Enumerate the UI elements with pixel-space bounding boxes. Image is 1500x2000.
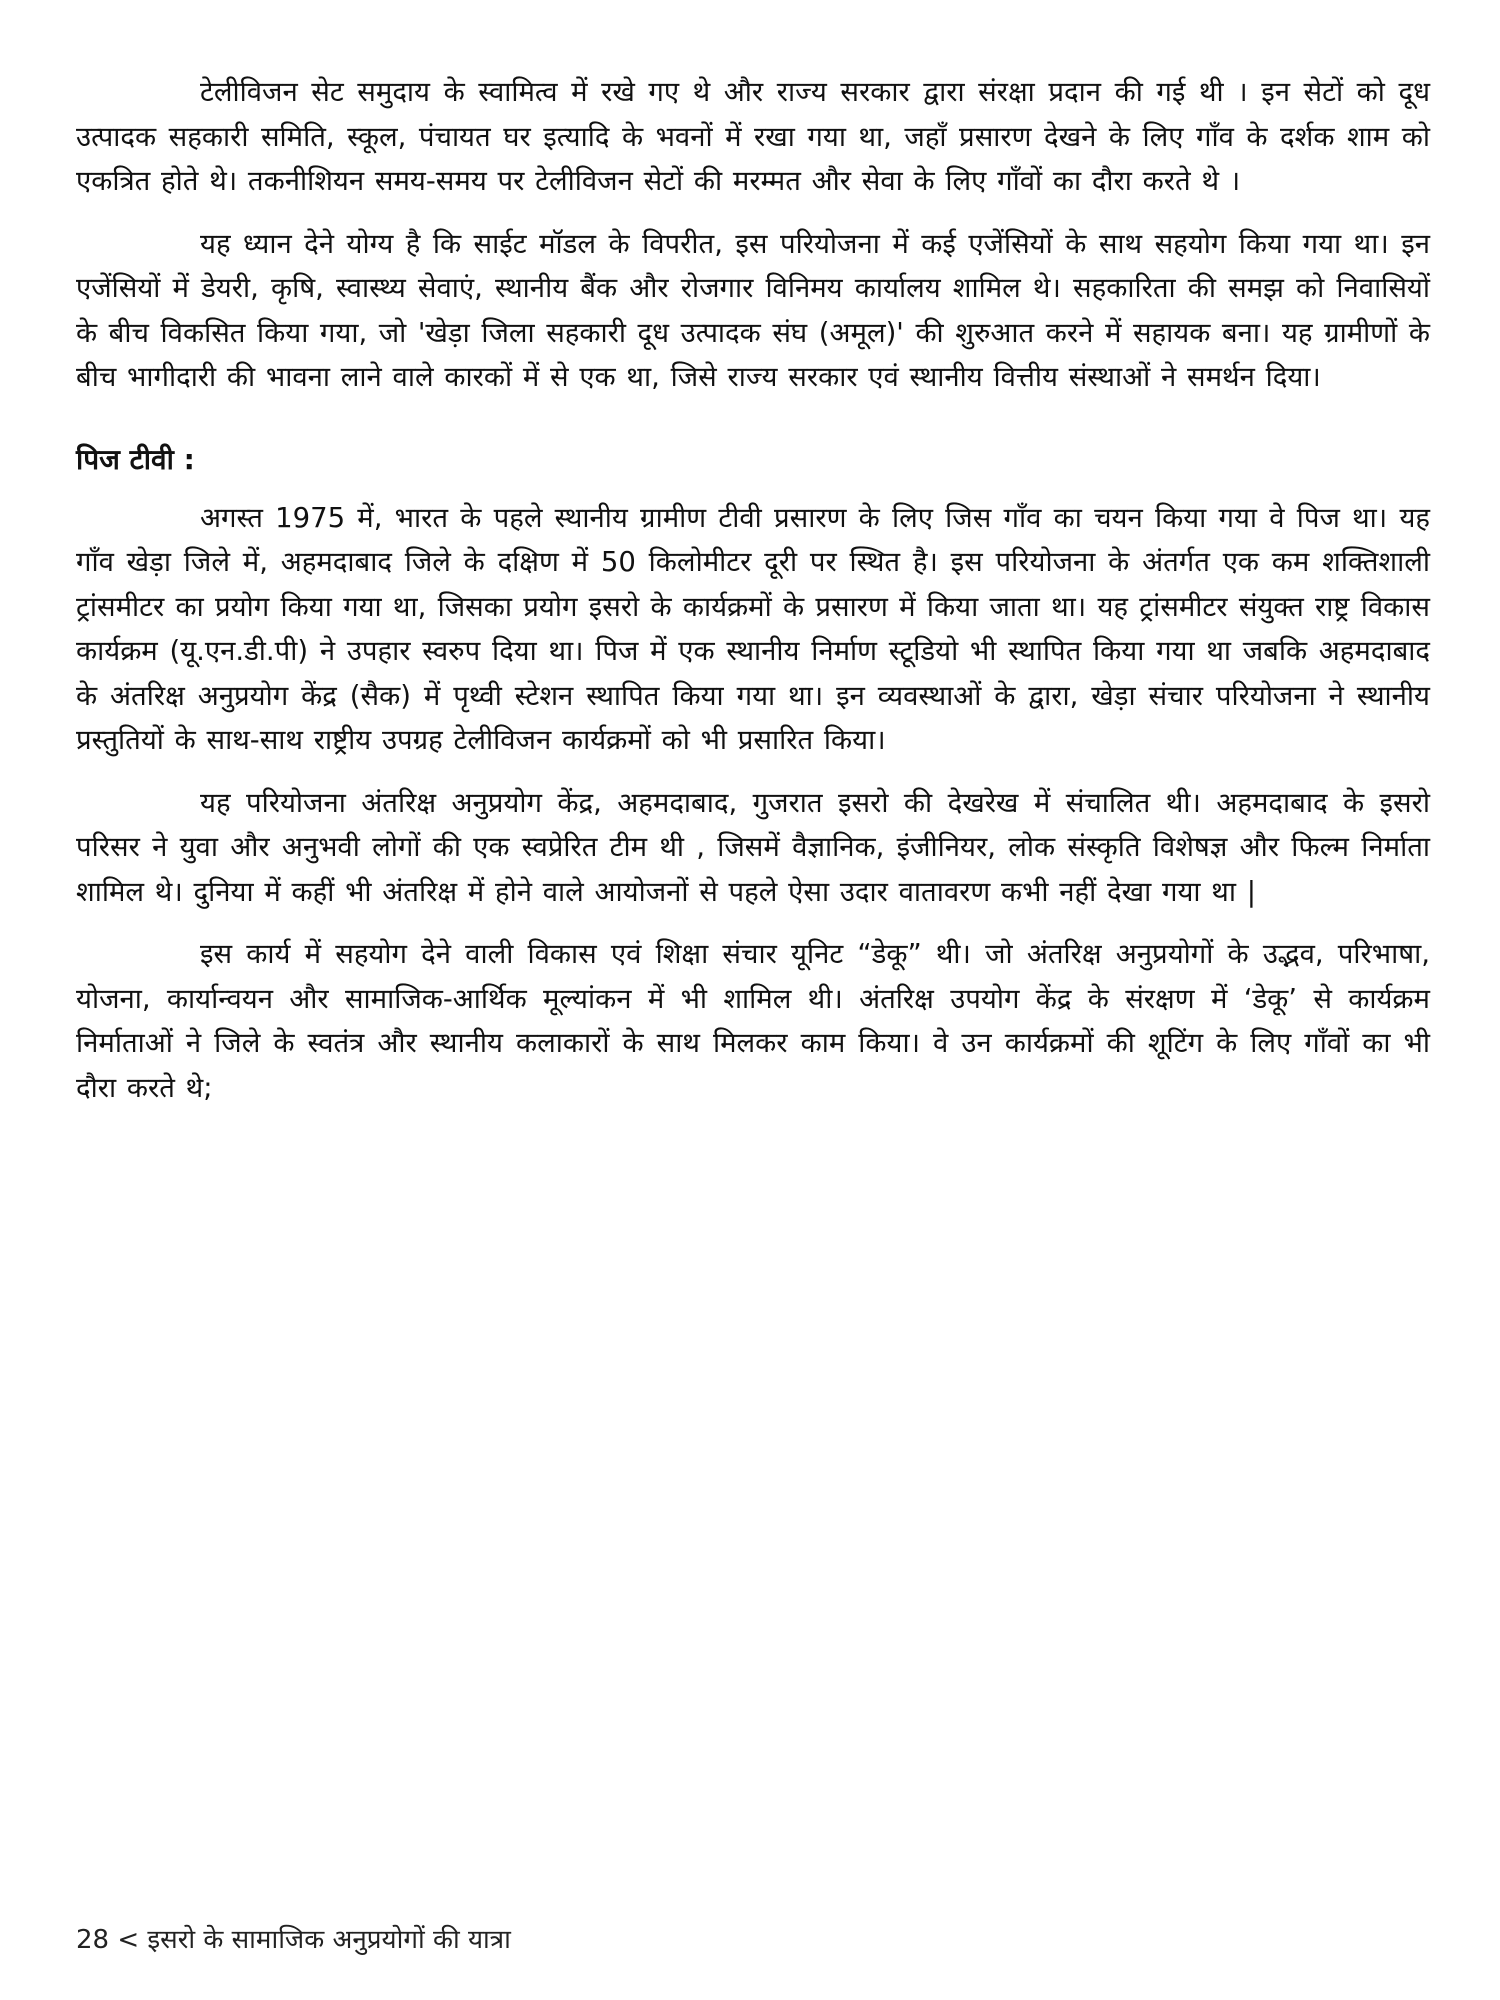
section-heading-pij-tv: पिज टीवी : (76, 442, 195, 476)
paragraph-sac-ahmedabad: यह परियोजना अंतरिक्ष अनुप्रयोग केंद्र, अहमदाबाद, गुजरात इसरो की देखरेख में संचालित थी। अहमदाबाद के इसरो परिसर ने युवा और अनुभवी लोगों की एक स्वप्रेरित टीम थी , जिसमें वैज्ञानिक, इंजीनियर, लोक संस्कृति विशेषज्ञ और फिल्म निर्माता शामिल थे। दुनिया में कहीं भी अंतरिक्ष में होने वाले आयोजनों से पहले ऐसा उदार वातावरण कभी नहीं देखा गया था | (76, 786, 1430, 908)
paragraph-agencies-collaboration: यह ध्यान देने योग्य है कि साईट मॉडल के विपरीत, इस परियोजना में कई एजेंसियों के साथ सहयोग किया गया था। इन एजेंसियों में डेयरी, कृषि, स्वास्थ्य सेवाएं, स्थानीय बैंक और रोजगार विनिमय कार्यालय शामिल थे। सहकारिता की समझ को निवासियों के बीच विकसित किया गया, जो 'खेड़ा जिला सहकारी दूध उत्पादक संघ (अमूल)' की शुरुआत करने में सहायक बना। यह ग्रामीणों के बीच भागीदारी की भावना लाने वाले कारकों में से एक था, जिसे राज्य सरकार एवं स्थानीय वित्तीय संस्थाओं ने समर्थन दिया। (76, 227, 1430, 393)
paragraph-tv-sets: टेलीविजन सेट समुदाय के स्वामित्व में रखे गए थे और राज्य सरकार द्वारा संरक्षा प्रदान की गई थी । इन सेटों को दूध उत्पादक सहकारी समिति, स्कूल, पंचायत घर इत्यादि के भवनों में रखा गया था, जहाँ प्रसारण देखने के लिए गाँव के दर्शक शाम को एकत्रित होते थे। तकनीशियन समय-समय पर टेलीविजन सेटों की मरम्मत और सेवा के लिए गाँवों का दौरा करते थे । (76, 76, 1430, 197)
page-footer: 28 < इसरो के सामाजिक अनुप्रयोगों की यात्रा (76, 1925, 511, 1955)
paragraph-deku-unit: इस कार्य में सहयोग देने वाली विकास एवं शिक्षा संचार यूनिट “डेकू” थी। जो अंतरिक्ष अनुप्रयोगों के उद्भव, परिभाषा, योजना, कार्यान्वयन और सामाजिक-आर्थिक मूल्यांकन में भी शामिल थी। अंतरिक्ष उपयोग केंद्र के संरक्षण में ‘डेकू’ से कार्यक्रम निर्माताओं ने जिले के स्वतंत्र और स्थानीय कलाकारों के साथ मिलकर काम किया। वे उन कार्यक्रमों की शूटिंग के लिए गाँवों का भी दौरा करते थे; (76, 938, 1430, 1104)
paragraph-pij-village: अगस्त 1975 में, भारत के पहले स्थानीय ग्रामीण टीवी प्रसारण के लिए जिस गाँव का चयन किया गया वे पिज था। यह गाँव खेड़ा जिले में, अहमदाबाद जिले के दक्षिण में 50 किलोमीटर दूरी पर स्थित है। इस परियोजना के अंतर्गत एक कम शक्तिशाली ट्रांसमीटर का प्रयोग किया गया था, जिसका प्रयोग इसरो के कार्यक्रमों के प्रसारण में किया जाता था। यह ट्रांसमीटर संयुक्त राष्ट्र विकास कार्यक्रम (यू.एन.डी.पी) ने उपहार स्वरुप दिया था। पिज में एक स्थानीय निर्माण स्टूडियो भी स्थापित किया गया था जबकि अहमदाबाद के अंतरिक्ष अनुप्रयोग केंद्र (सैक) में पृथ्वी स्टेशन स्थापित किया गया था। इन व्यवस्थाओं के द्वारा, खेड़ा संचार परियोजना ने स्थानीय प्रस्तुतियों के साथ-साथ राष्ट्रीय उपग्रह टेलीविजन कार्यक्रमों को भी प्रसारित किया। (76, 501, 1430, 756)
